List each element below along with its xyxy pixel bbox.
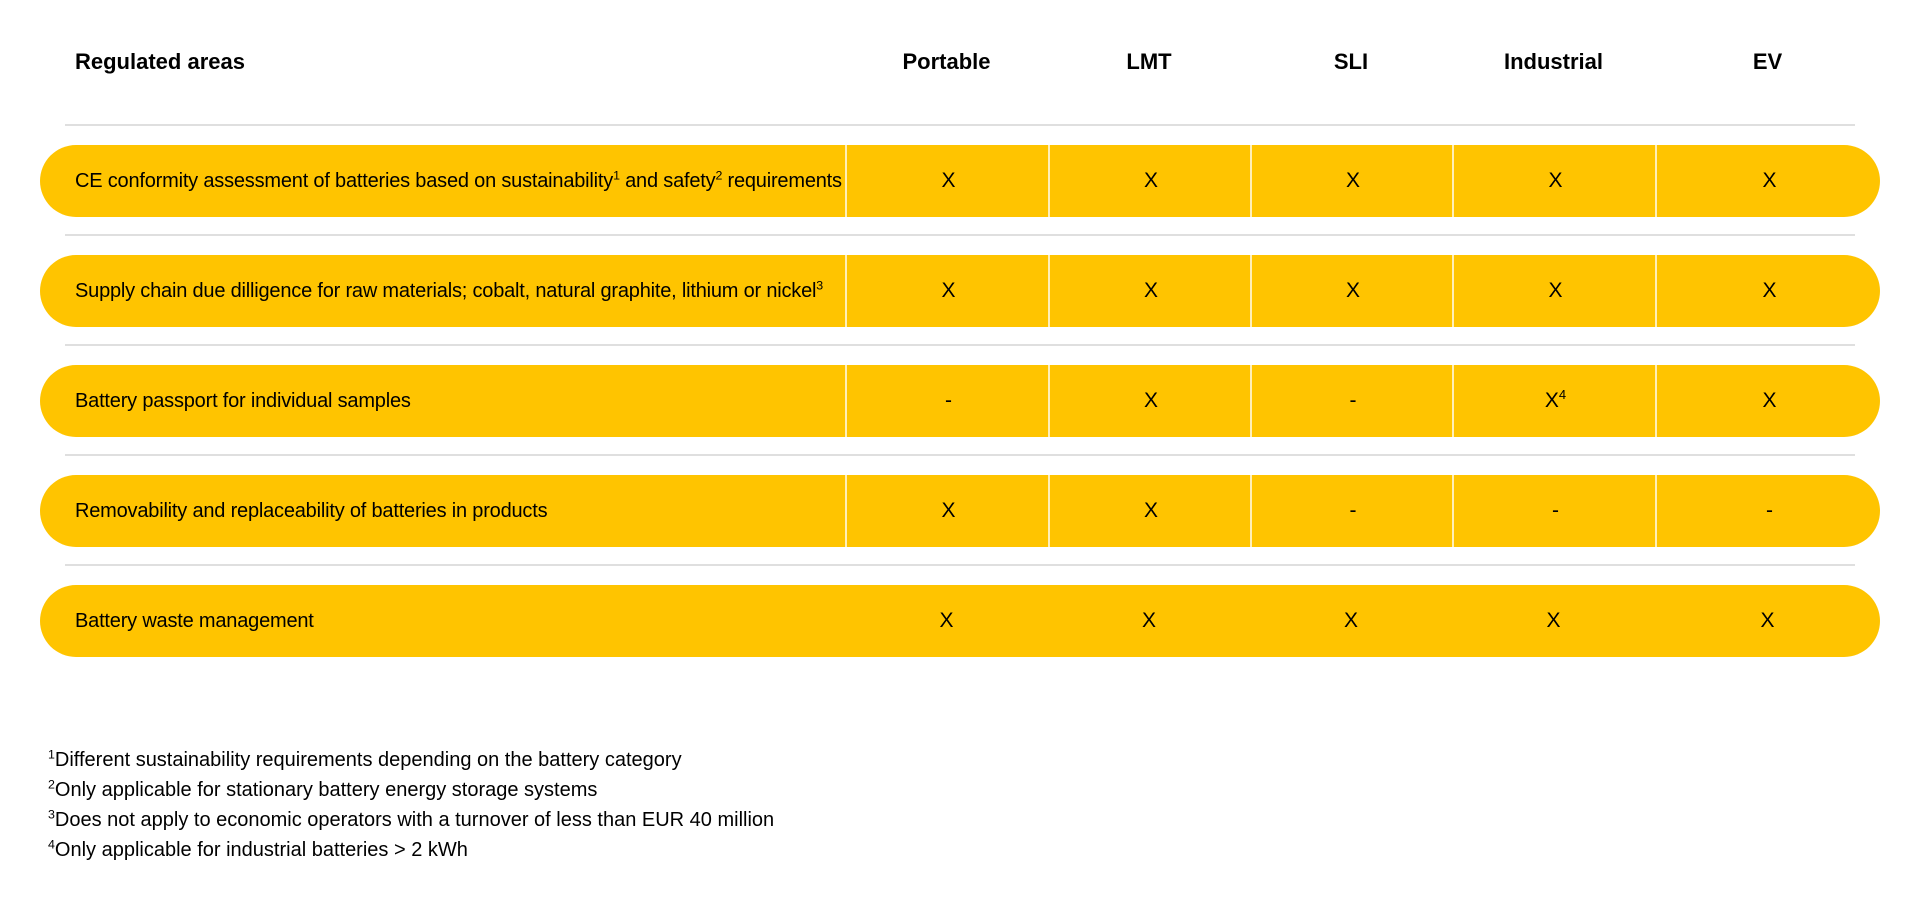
table-cell-portable: X bbox=[845, 255, 1050, 327]
table-cell-ev: X bbox=[1655, 365, 1882, 437]
table-cell-ev: X bbox=[1760, 609, 1775, 632]
table-row-battery-passport bbox=[40, 365, 1880, 437]
table-cell-portable: X bbox=[939, 609, 954, 632]
column-header-ev: EV bbox=[1752, 49, 1783, 74]
table-cell-industrial: X bbox=[1546, 609, 1561, 632]
table-row-supply-chain bbox=[40, 255, 1880, 327]
table-cell-lmt: X bbox=[1048, 475, 1252, 547]
footnote-2: $^2$Only applicable for stationary battery energy storage systems bbox=[48, 777, 598, 801]
table-cell-lmt: X bbox=[1048, 255, 1252, 327]
row-separator-line bbox=[65, 564, 1855, 566]
table-cell-ev: X bbox=[1655, 255, 1882, 327]
footnotes bbox=[48, 745, 774, 865]
table-cell-sli: - bbox=[1250, 365, 1454, 437]
column-header-lmt: LMT bbox=[1126, 49, 1172, 74]
table-cell-industrial: X bbox=[1452, 255, 1657, 327]
row-separator-line bbox=[65, 344, 1855, 346]
row-label: Battery passport for individual samples bbox=[75, 389, 411, 412]
column-header-sli: SLI bbox=[1333, 49, 1369, 74]
table-cell-sli: - bbox=[1250, 475, 1454, 547]
column-header-portable: Portable bbox=[902, 49, 991, 74]
table-cell-lmt: X bbox=[1048, 145, 1252, 217]
footnote-4: $^4$Only applicable for industrial batteries > 2 kWh bbox=[48, 837, 468, 861]
table-cell-ev: - bbox=[1655, 475, 1882, 547]
table-cell-industrial: $X^4$ bbox=[1452, 365, 1657, 437]
table-cell-industrial: - bbox=[1452, 475, 1657, 547]
row-label: CE conformity assessment of batteries based on sustainability$^1$ and safety$^2$ requirements bbox=[75, 167, 842, 192]
table-cell-industrial: X bbox=[1452, 145, 1657, 217]
table-cell-sli: X bbox=[1250, 255, 1454, 327]
table-cell-sli: X bbox=[1343, 609, 1358, 632]
table-row-waste-management bbox=[40, 585, 1880, 657]
row-separator-line bbox=[65, 124, 1855, 126]
table-cell-portable: X bbox=[845, 145, 1050, 217]
row-label: Supply chain due dilligence for raw materials; cobalt, natural graphite, lithium or nickel$^3$ bbox=[75, 277, 823, 302]
footnote-3: $^3$Does not apply to economic operators with a turnover of less than EUR 40 million bbox=[48, 807, 775, 831]
table-row-removability bbox=[40, 475, 1880, 547]
row-separator-line bbox=[65, 234, 1855, 236]
table-cell-ev: X bbox=[1655, 145, 1882, 217]
footnote-1: $^1$Different sustainability requirements depending on the battery category bbox=[48, 747, 682, 771]
table-cell-sli: X bbox=[1250, 145, 1454, 217]
column-header-industrial: Industrial bbox=[1503, 49, 1603, 74]
row-label: Removability and replaceability of batteries in products bbox=[75, 499, 548, 522]
table-cell-portable: X bbox=[845, 475, 1050, 547]
row-label: Battery waste management bbox=[75, 609, 314, 632]
table-cell-portable: - bbox=[845, 365, 1050, 437]
column-header-regulated-areas: Regulated areas bbox=[75, 49, 245, 74]
table-cell-lmt: X bbox=[1141, 609, 1156, 632]
table-row-ce-conformity bbox=[40, 145, 1880, 217]
row-separator-line bbox=[65, 454, 1855, 456]
table-cell-lmt: X bbox=[1048, 365, 1252, 437]
